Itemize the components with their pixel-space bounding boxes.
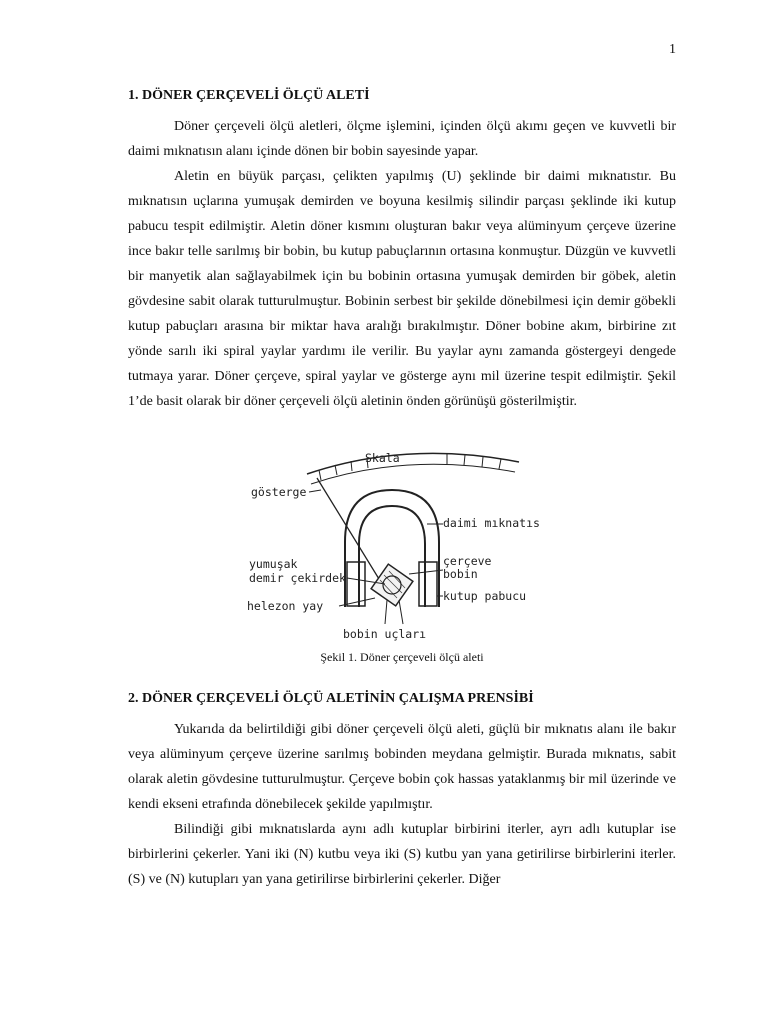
label-kutup-pabucu: kutup pabucu [443, 589, 527, 603]
scale-arc-inner [311, 464, 515, 484]
section1-heading: 1. DÖNER ÇERÇEVELİ ÖLÇÜ ALETİ [128, 88, 370, 103]
figure-1 [128, 432, 676, 665]
document-body [128, 86, 676, 892]
section2-paragraph-2: Bilindiği gibi mıknatıslarda aynı adlı kutuplar birbirini iterler, ayrı adlı kutuplar ise birbirlerini çekerler. Yani iki (N) kutbu veya iki (S) kutbu yan yana getirilirse birbirlerini iterler. (S) ve (N) kutupları yan yana getirilirse birbirlerini çekerler. Diğer [128, 822, 676, 887]
label-cerceve: çerçeve [443, 554, 492, 568]
label-helezon-yay: helezon yay [247, 599, 324, 613]
coil-frame [371, 564, 413, 606]
galvanometer-diagram [247, 432, 557, 642]
page-number: 1 [669, 42, 676, 57]
pole-shoe-left [347, 562, 365, 606]
label-gosterge: gösterge [251, 485, 307, 499]
coil-lead-right [399, 600, 403, 624]
label-daimi-miknatis: daimi mıknatıs [443, 516, 540, 530]
figure-caption: Şekil 1. Döner çerçeveli ölçü aleti [320, 650, 484, 664]
section2-heading: 2. DÖNER ÇERÇEVELİ ÖLÇÜ ALETİNİN ÇALIŞMA PRENSİBİ [128, 691, 534, 706]
pole-shoe-right [419, 562, 437, 606]
label-bobin: bobin [443, 567, 478, 581]
label-yumusak: yumuşak [249, 557, 298, 571]
label-bobin-uclari: bobin uçları [343, 627, 427, 641]
scale-arc [307, 453, 519, 474]
scale-ticks [319, 454, 501, 480]
label-skala: Skala [365, 451, 400, 465]
section1-paragraph-1: Döner çerçeveli ölçü aletleri, ölçme işlemini, içinden ölçü akımı geçen ve kuvvetli bir daimi mıknatısın alanı içinde dönen bir bobin sayesinde yapar. [128, 119, 676, 159]
section2 [128, 689, 676, 892]
label-demir-cekirdek: demir çekirdek [249, 571, 346, 585]
section1-paragraph-2: Aletin en büyük parçası, çelikten yapılmış (U) şeklinde bir daimi mıknatıstır. Bu mıknatısın uçlarına yumuşak demirden ve boyuna kesilmiş silindir parçası şeklinde iki kutup pabucu tespit edilmiştir. Aletin döner kısmını oluşturan bakır veya alüminyum çerçeve üzerine ince bakır telle sarılmış bir bobin, bu kutup pabuçlarının ortasına konmuştur. Düzgün ve kuvvetli bir manyetik alan sağlayabilmek için bu bobinin ortasına yumuşak demirden bir göbek, aletin gövdesine sabit olarak tutturulmuştur. Bobinin serbest bir şekilde dönebilmesi için demir göbekli kutup pabuçları arasına bir miktar hava aralığı bırakılmıştır. Döner bobine akım, birbirine zıt yönde sarılı iki spiral yaylar yardımı ile verilir. Bu yaylar aynı zamanda göstergeyi dengede tutmaya yarar. Döner çerçeve, spiral yaylar ve gösterge aynı mil üzerine tespit edilmiştir. Şekil 1’de basit olarak bir döner çerçeveli ölçü aletinin önden görünüşü gösterilmiştir. [128, 169, 676, 409]
coil-lead-left [385, 600, 387, 624]
section2-paragraph-1: Yukarıda da belirtildiği gibi döner çerçeveli ölçü aleti, güçlü bir mıknatıs alanı ile bakır veya alüminyum çerçeve üzerine sarılmış bobinden meydana gelmiştir. Burada mıknatıs, sabit olarak aletin gövdesine tutturulmuştur. Çerçeve bobin çok hassas yataklanmış bir mil üzerinde ve kendi ekseni etrafında dönebilecek şekilde yapılmıştır. [128, 722, 676, 812]
